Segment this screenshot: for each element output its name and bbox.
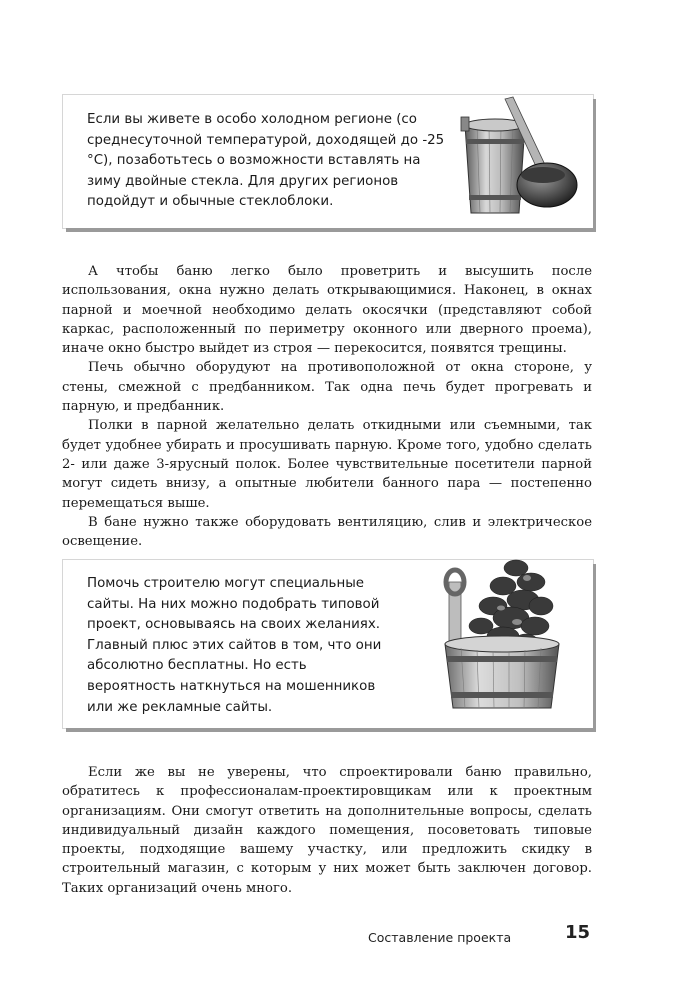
paragraph-professionals: Если же вы не уверены, что спроектировали баню правильно, обратитесь к профессионалам-проектировщикам или к проектным организациям. Они смогут ответить на дополнительные вопросы, сделать индивидуальный дизайн каждого помещения, посоветовать типовые проекты, подходящие вашему участку, или предложить скидку в строительный магазин, с которым у них может быть заключен договор. Таких организаций очень много. (62, 765, 592, 896)
tip-text: Помочь строителю могут специальные сайты. На них можно подобрать типовой проект, основываясь на своих желаниях. Главный плюс этих сайтов в том, что они абсолютно бесплатны. Но есть вероятность наткнуться на мошенников или же рекламные сайты. (87, 576, 382, 715)
wooden-tub-besom-illustration (431, 548, 566, 718)
paragraph-ventilation: В бане нужно также оборудовать вентиляцию, слив и электрическое освещение. (62, 514, 592, 550)
paragraph-windows: А чтобы баню легко было проветрить и высушить после использования, окна нужно делать открывающимися. Наконец, в окнах парной и моечной необходимо делать окосячки (представляют собой каркас, расположенный по периметру оконного или дверного проема), иначе окно быстро выйдет из строя — перекосится, появятся трещины. (62, 264, 592, 357)
page-number: 15 (565, 922, 591, 943)
tip-text: Если вы живете в особо холодном регионе (со среднесуточной температурой, доходящей до -25 °C), позаботьтесь о возможности вставлять на зиму двойные стекла. Для других регионов подойдут и обычные стеклоблоки. (87, 112, 445, 210)
wooden-bucket-ladle-illustration (453, 95, 583, 225)
paragraph-stove: Печь обычно оборудуют на противоположной от окна стороне, у стены, смежной с предбанником. Так одна печь будет прогревать и парную, и предбанник. (62, 360, 592, 415)
tip-box-websites (63, 560, 593, 728)
tip-box-windows (63, 95, 593, 228)
main-text-block-2 (62, 763, 592, 898)
running-footer-section-title: Составление проекта (368, 930, 512, 945)
paragraph-shelves: Полки в парной желательно делать откидными или съемными, так будет удобнее убирать и просушивать парную. Кроме того, удобно сделать 2- или даже 3-ярусный полок. Более чувствительные посетители парной могут сидеть внизу, а опытные любители банного пара — постепенно перемещаться выше. (62, 418, 592, 511)
main-text-block (62, 262, 592, 551)
